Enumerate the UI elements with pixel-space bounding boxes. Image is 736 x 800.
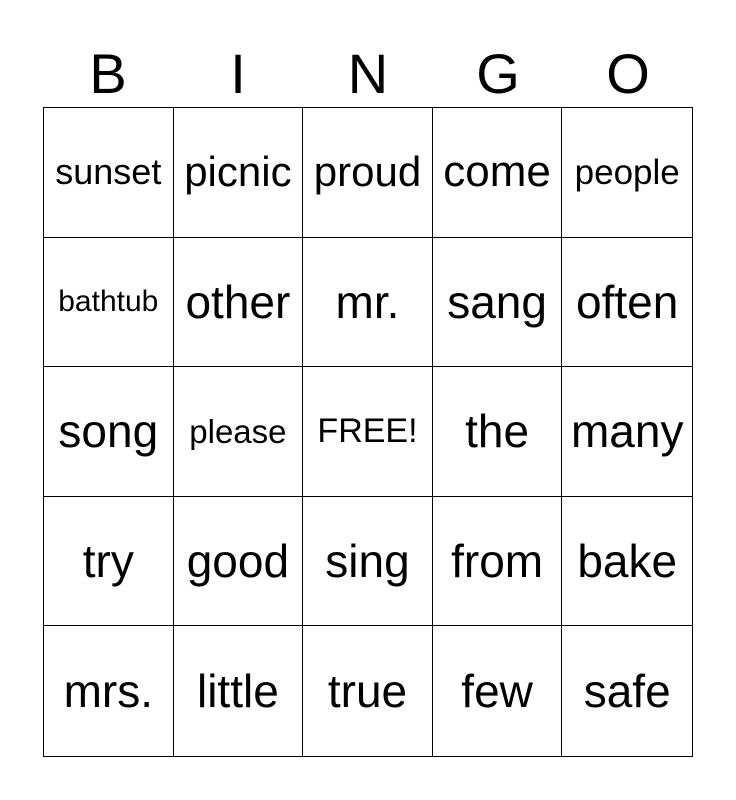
header-letter-i: I xyxy=(230,42,246,105)
header-letter-o: O xyxy=(606,42,650,105)
bingo-cell[interactable] xyxy=(303,238,433,368)
bingo-cell[interactable] xyxy=(44,367,174,497)
bingo-cell[interactable] xyxy=(433,367,563,497)
cell-word: people xyxy=(574,152,680,192)
cell-word: many xyxy=(570,405,684,458)
bingo-cell[interactable] xyxy=(433,108,563,238)
bingo-cell[interactable] xyxy=(44,626,174,756)
cell-word: bathtub xyxy=(58,284,159,318)
bingo-cell[interactable] xyxy=(562,626,692,756)
cell-word: mrs. xyxy=(63,665,153,718)
header-letter-g: G xyxy=(476,42,520,105)
bingo-cell[interactable] xyxy=(44,497,174,627)
bingo-cell[interactable] xyxy=(303,497,433,627)
cell-word: try xyxy=(82,535,134,588)
free-space: FREE! xyxy=(317,412,418,451)
cell-word: from xyxy=(451,535,544,588)
cell-word: good xyxy=(186,535,290,588)
bingo-board xyxy=(43,107,693,757)
cell-word: true xyxy=(327,665,408,718)
cell-word: mr. xyxy=(335,275,400,328)
cell-word: other xyxy=(185,275,291,328)
bingo-cell[interactable] xyxy=(174,497,304,627)
cell-word: picnic xyxy=(184,148,292,196)
cell-word: song xyxy=(58,405,159,458)
cell-word: proud xyxy=(313,148,422,196)
bingo-cell[interactable] xyxy=(562,497,692,627)
bingo-cell[interactable] xyxy=(303,626,433,756)
bingo-cell[interactable] xyxy=(303,367,433,497)
cell-word: come xyxy=(443,147,551,197)
cell-word: few xyxy=(461,665,533,718)
bingo-cell[interactable] xyxy=(433,238,563,368)
bingo-cell[interactable] xyxy=(562,238,692,368)
cell-word: sing xyxy=(325,535,410,588)
cell-word: little xyxy=(196,665,279,718)
cell-word: the xyxy=(465,405,530,458)
cell-word: bake xyxy=(577,535,678,588)
bingo-cell[interactable] xyxy=(562,367,692,497)
bingo-cell[interactable] xyxy=(44,238,174,368)
bingo-cell[interactable] xyxy=(174,626,304,756)
cell-word: safe xyxy=(583,665,671,718)
bingo-cell[interactable] xyxy=(433,497,563,627)
bingo-cell[interactable] xyxy=(303,108,433,238)
bingo-cell[interactable] xyxy=(174,108,304,238)
cell-word: sunset xyxy=(55,151,162,193)
bingo-header xyxy=(43,40,693,108)
header-letter-n: N xyxy=(347,42,389,105)
bingo-cell[interactable] xyxy=(174,367,304,497)
bingo-cell[interactable] xyxy=(174,238,304,368)
bingo-cell[interactable] xyxy=(562,108,692,238)
cell-word: sang xyxy=(447,275,547,328)
cell-word: often xyxy=(576,275,679,328)
cell-word: please xyxy=(189,412,287,450)
header-letter-b: B xyxy=(89,42,127,105)
bingo-cell[interactable] xyxy=(433,626,563,756)
bingo-cell[interactable] xyxy=(44,108,174,238)
